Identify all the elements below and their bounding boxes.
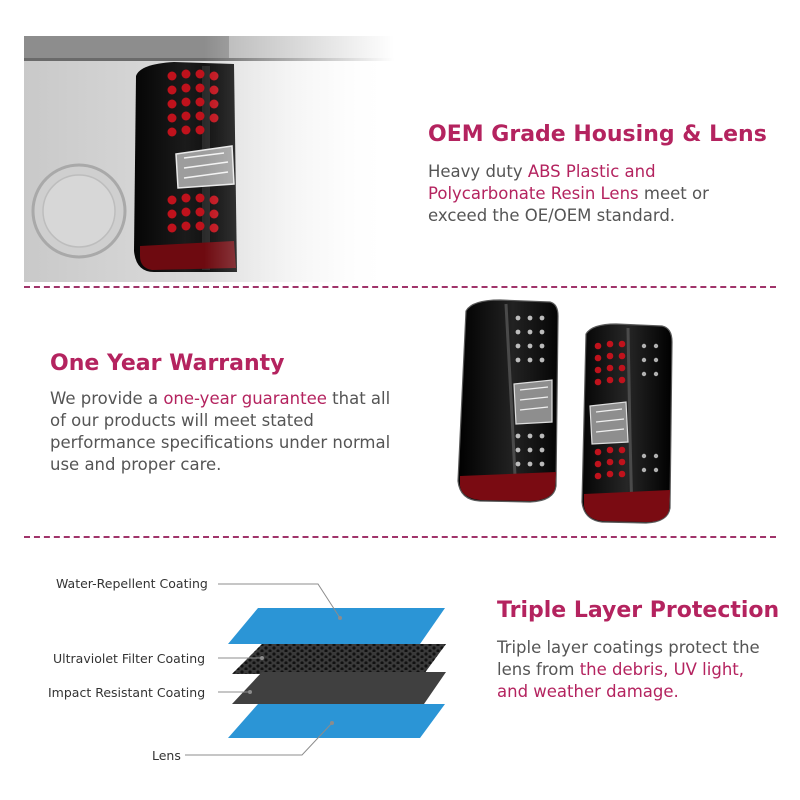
oem-housing-title: OEM Grade Housing & Lens xyxy=(428,122,767,147)
lens-label: Lens xyxy=(152,748,181,763)
section-triple-layer xyxy=(0,538,800,800)
warranty-text-part-3: that all of our products will meet stated performance specifications under normal use and proper care. xyxy=(50,389,391,474)
oem-text-part-3: meet or exceed the OE/OEM standard. xyxy=(428,184,709,225)
section-oem-housing xyxy=(0,0,800,285)
oem-text-part-1: Heavy duty xyxy=(428,162,528,181)
impact-resistant-layer xyxy=(232,672,446,704)
oem-text-highlight: ABS Plastic and Polycarbonate Resin Lens xyxy=(428,162,656,203)
water-repellent-label: Water-Repellent Coating xyxy=(56,576,208,591)
taillight-pair-photo xyxy=(440,296,705,531)
triple-layer-title: Triple Layer Protection xyxy=(497,598,780,623)
car-taillight-photo xyxy=(24,36,394,282)
warranty-title: One Year Warranty xyxy=(50,351,285,376)
triple-text-part-1: Triple layer coatings protect the lens from xyxy=(497,638,760,679)
section-warranty xyxy=(0,288,800,533)
impact-resistant-label: Impact Resistant Coating xyxy=(48,685,206,700)
lens-layer xyxy=(228,704,445,738)
warranty-text-highlight: one-year guarantee xyxy=(163,389,327,408)
uv-filter-label: Ultraviolet Filter Coating xyxy=(53,651,206,666)
warranty-description xyxy=(50,388,395,476)
oem-housing-description xyxy=(428,161,773,227)
triple-text-highlight: the debris, UV light, and weather damage. xyxy=(497,660,744,701)
triple-layer-description xyxy=(497,637,772,703)
warranty-text-part-1: We provide a xyxy=(50,389,164,408)
